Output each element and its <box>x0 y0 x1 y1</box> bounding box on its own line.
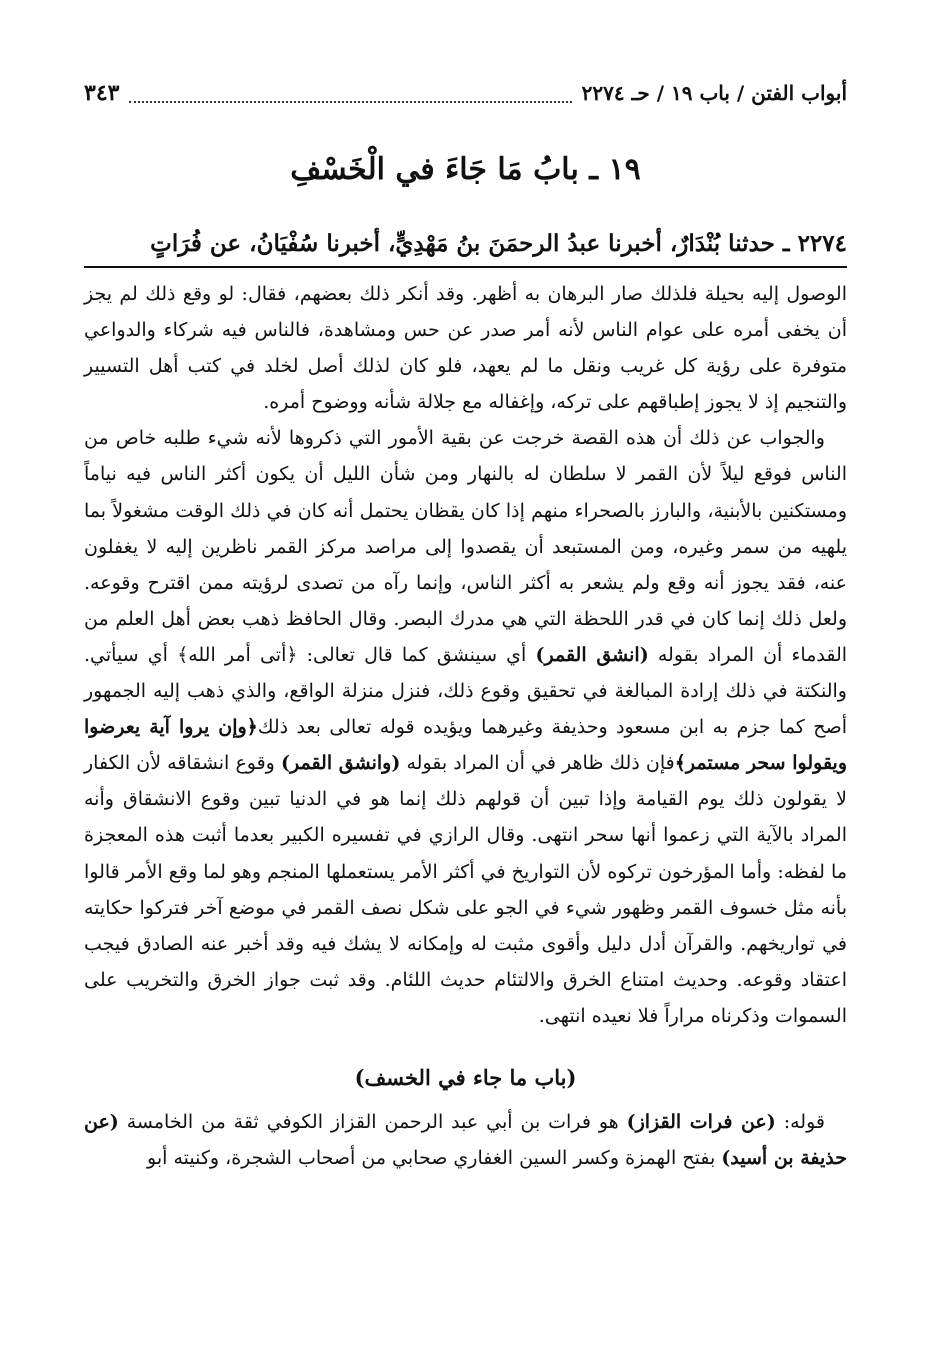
quoted-verse: ﴿وإن يروا آية يعرضوا ويقولوا سحر مستمر﴾ <box>84 716 848 775</box>
running-header <box>84 78 847 108</box>
page-number: ٣٤٣ <box>84 80 120 106</box>
quoted-verse: (وانشق القمر) <box>280 752 401 775</box>
commentary-text: قوله: <box>783 1110 825 1133</box>
commentary-paragraph-2 <box>84 420 847 1034</box>
hadith-text: ٢٢٧٤ ـ حدثنا بُنْدَارٌ، أخبرنا عبدُ الرحمَنَ بنُ مَهْدِيٍّ، أخبرنا سُفْيَانُ، عن فُرَاتٍ <box>150 230 847 257</box>
commentary-paragraph-1: الوصول إليه بحيلة فلذلك صار البرهان به أظهر. وقد أنكر ذلك بعضهم، فقال: لو وقع ذلك لم يجز أن يخفى أمره على عوام الناس لأنه أمر صدر عن حس ومشاهدة، فالناس فيه شركاء والدواعي متوفرة على رؤية كل غريب ونقل ما لم يعهد، فلو كان لذلك أصل لخلد في كتب أهل التسيير والتنجيم إذ لا يجوز إطباقهم على تركه، وإغفاله مع جلالة شأنه ووضوح أمره. <box>84 283 847 414</box>
commentary-paragraph-3 <box>84 1104 847 1176</box>
quoted-verse: ﴿أتى أمر الله﴾ <box>177 643 298 666</box>
commentary-text: أي سينشق كما قال تعالى: <box>306 643 527 666</box>
commentary-text: فإن ذلك ظاهر في أن المراد بقوله <box>406 752 675 775</box>
commentary-text: هو فرات بن أبي عبد الرحمن القزاز الكوفي ثقة من الخامسة <box>126 1110 619 1133</box>
book-page <box>84 70 847 1176</box>
commentary-text: بفتح الهمزة وكسر السين الغفاري صحابي من أصحاب الشجرة، وكنيته أبو <box>147 1147 716 1170</box>
footnote-separator <box>84 266 847 268</box>
section-heading: (باب ما جاء في الخسف) <box>354 1064 577 1090</box>
quoted-verse: (انشق القمر) <box>535 643 649 666</box>
commentary-text: أي سيأتي. والنكتة في ذلك إرادة المبالغة في تحقيق وقوع ذلك، فنزل منزلة الواقع، والذي ذهب إليه الجمهور أصح كما جزم به ابن مسعود وحذيفة وغيرهما ويؤيده قوله تعالى بعد ذلك <box>84 643 847 739</box>
quoted-phrase: (عن فرات القزاز) <box>626 1110 776 1133</box>
commentary-text: والجواب عن ذلك أن هذه القصة خرجت عن بقية الأمور التي ذكروها لأنه شيء طلبه خاص من الناس فوقع ليلاً لأن القمر لا سلطان له بالنهار ومن شأن الليل أن يكون أكثر الناس فيه نياماً ومستكنين بالأبنية، والبارز بالصحراء منهم إذا كان يقظان يحتمل أنه كان في ذلك الوقت مشغولاً بما يلهيه من سمر وغيره، ومن المستبعد أن يقصدوا إلى مراصد مركز القمر ناظرين إليه لا يغفلون عنه، فقد يجوز أنه وقع ولم يشعر به أكثر الناس، وإنما رآه من تصدى لرؤيته ممن اقترح وقوعه. ولعل ذلك إنما كان في قدر اللحظة التي هي مدرك البصر. وقال الحافظ ذهب بعض أهل العلم من القدماء أن المراد بقوله <box>84 427 848 666</box>
commentary-text: وقوع انشقاقه لأن الكفار لا يقولون ذلك يوم القيامة وإذا تبين أن قولهم ذلك إنما هو في الدنيا تبين وقوع الانشقاق وأنه المراد بالآية التي زعموا أنها سحر انتهى. وقال الرازي في تفسيره الكبير بعدما أثبت هذه المعجزة ما لفظه: وأما المؤرخون تركوه لأن التواريخ في أكثر الأمر يستعملها المنجم وهو لما وقع الأمر قالوا بأنه مثل خسوف القمر وظهور شيء في الجو على شكل نصف القمر في موضع آخر فتركوا حكايته في تواريخهم. والقرآن أدل دليل وأقوى مثبت له وإمكانه لا يشك فيه وقد أخبر عنه الصادق فيجب اعتقاد وقوعه. وحديث امتناع الخرق والالتئام حديث اللئام. وقد ثبت جواز الخرق والتخريب على السموات وذكرناه مراراً فلا نعيده انتهى. <box>84 752 847 1027</box>
quoted-phrase: (عن حذيفة بن أسيد) <box>84 1110 847 1170</box>
running-title: أبواب الفتن / باب ١٩ / حـ ٢٢٧٤ <box>581 81 847 105</box>
chapter-title: ١٩ ـ بابُ مَا جَاءَ في الْخَسْفِ <box>290 152 641 187</box>
leader-dots <box>129 91 571 103</box>
